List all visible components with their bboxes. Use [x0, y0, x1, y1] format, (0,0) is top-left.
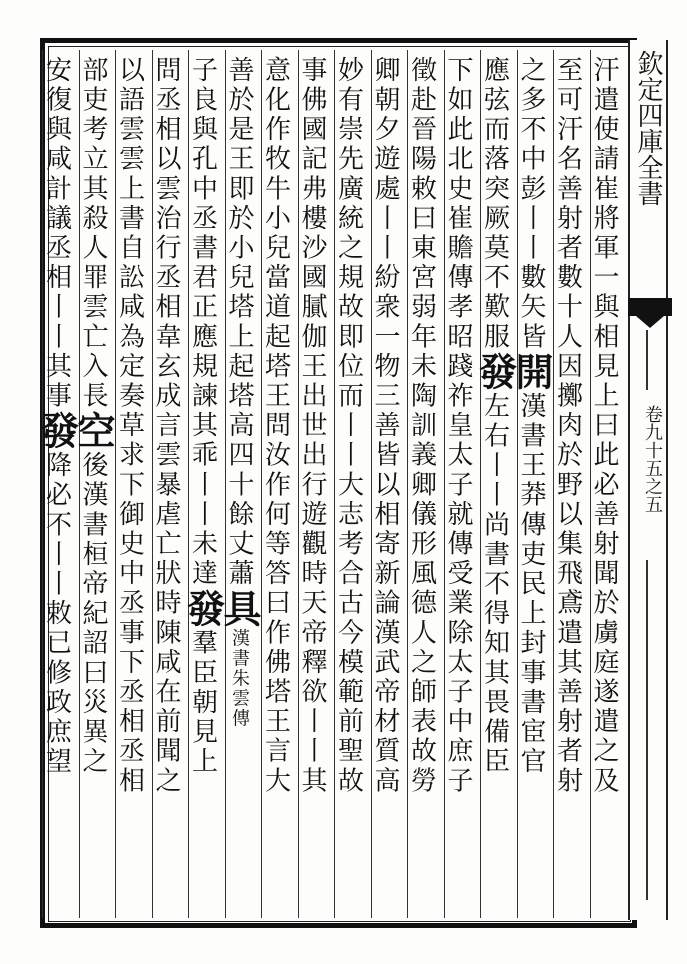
- column-text: 善於是王即於小兒塔上起塔高四十餘丈蕭: [224, 56, 254, 589]
- text-column: [509, 50, 554, 918]
- column-text: 應弦而落突厥莫不歎服: [479, 56, 510, 352]
- column-text: 後漢書桓帝紀詔曰災異之: [78, 451, 108, 777]
- column-text: 漢書朱雲傳: [229, 628, 250, 729]
- text-column: [444, 50, 481, 918]
- column-text: 至可汗名善射者數十人因擲肉於野以集飛鳶遣其善射者射: [552, 56, 583, 796]
- column-text: 汗遣使請崔將軍一與相見上曰此必善射聞於虜庭遂遣之及: [589, 56, 619, 796]
- column-text: 以語雲雲上書自訟咸為定奏草求下御史中丞事下丞相丞相: [114, 56, 145, 796]
- column-text: 安復與咸計議丞相丨丨其事: [41, 56, 72, 412]
- column-text: 卿朝夕遊處丨丨紛衆一物三善皆以相寄新論漢武帝材質高: [370, 56, 400, 796]
- strip-divider-lower: [646, 560, 648, 900]
- column-text: 下如此北史崔贍傳孝昭踐祚皇太子就傳受業除太子中庶子: [443, 56, 473, 796]
- column-text: 意化作牧牛小兒當道起塔王問汝作何等答曰作佛塔王言大: [260, 56, 291, 796]
- text-column: [407, 50, 444, 918]
- text-column: [217, 50, 262, 918]
- headword: 發: [180, 588, 226, 629]
- text-column: [71, 50, 116, 918]
- column-text: 漢書王莽傳吏民上封事書宦官: [516, 392, 546, 777]
- column-text: 左右丨丨尚書不得知其畏備臣: [479, 392, 510, 777]
- book-title: 欽定四庫全書: [633, 50, 663, 206]
- strip-divider: [646, 330, 648, 390]
- text-column: [298, 50, 335, 918]
- column-text: 之多不中彭丨丨數矢皆: [516, 56, 546, 352]
- headword: 空: [71, 411, 116, 452]
- column-text: 子良與孔中丞書君正應規諫其乖丨丨未達: [187, 56, 218, 589]
- column-text: 降必不丨丨敕已修政庶望: [41, 451, 72, 777]
- text-column: [590, 50, 627, 918]
- text-column: [152, 50, 189, 918]
- text-column: [472, 50, 518, 918]
- fish-tail-mark: [628, 298, 672, 316]
- text-column: [34, 50, 80, 918]
- headword: 發: [34, 411, 80, 452]
- text-column: [334, 50, 371, 918]
- headword: 開: [509, 352, 554, 392]
- text-column: [371, 50, 408, 918]
- text-column: [261, 50, 298, 918]
- column-text: 徵赴晉陽敕曰東宮弱年未陶訓義卿儀形風德人之師表故勞: [406, 56, 437, 796]
- column-text: 部吏考立其殺人罪雲亡入長: [78, 56, 108, 412]
- headword: 具: [217, 588, 262, 629]
- volume-label: 卷九十五之五: [642, 405, 663, 513]
- column-text: 問丞相以雲治行丞相韋玄成言雲暴虐亡狀時陳咸在前聞之: [151, 56, 181, 796]
- text-column: [115, 50, 152, 918]
- column-text: 羣臣朝見上: [187, 628, 218, 777]
- column-text: 妙有崇先廣統之規故即位而丨丨大志考合古今模範前聖故: [333, 56, 364, 796]
- column-text: 事佛國記弗樓沙國膩伽王出世出行遊觀時天帝釋欲丨丨其: [297, 56, 327, 796]
- text-columns: [34, 50, 626, 922]
- headword: 發: [472, 352, 518, 392]
- text-column: [553, 50, 590, 918]
- text-column: [180, 50, 226, 918]
